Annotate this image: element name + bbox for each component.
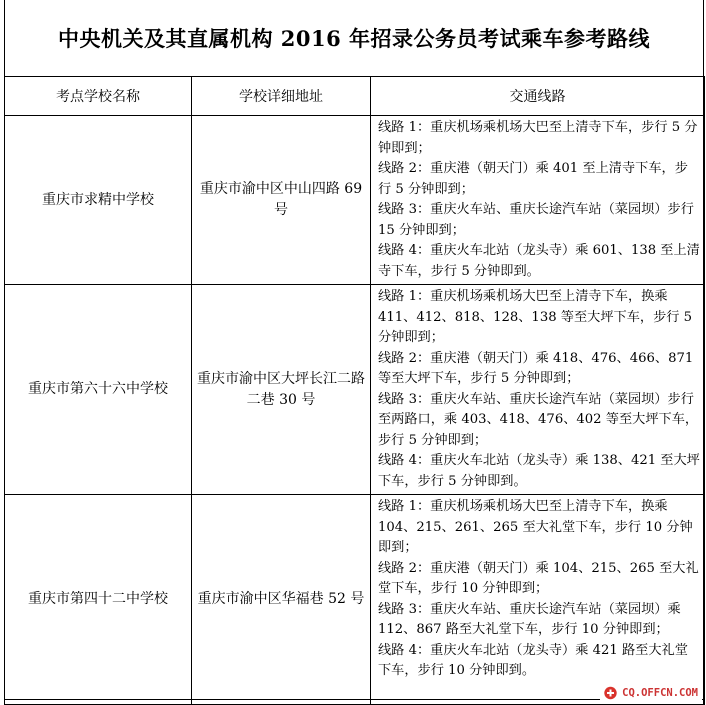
route-line: 线路 2：重庆港（朝天门）乘 401 至上清寺下车，步行 5 分钟即到；	[378, 161, 688, 197]
header-transport-routes: 交通线路	[371, 77, 705, 116]
header-school-address: 学校详细地址	[192, 77, 371, 116]
page-title: 中央机关及其直属机构 2016 年招录公务员考试乘车参考路线	[57, 26, 651, 51]
route-line: 线路 4：重庆火车北站（龙头寺）乘 421 路至大礼堂下车，步行 10 分钟即到。	[378, 642, 688, 678]
offcn-logo-icon	[603, 686, 618, 700]
route-line: 线路 2：重庆港（朝天门）乘 418、476、466、871 等至大坪下车，步行 5 分钟即到；	[378, 350, 694, 386]
next-row-edge	[4, 699, 704, 704]
route-table	[4, 76, 705, 705]
watermark-text: CQ.OFFCN.COM	[622, 687, 698, 699]
table-row	[5, 495, 705, 705]
route-cell	[371, 116, 705, 285]
school-address: 重庆市渝中区中山四路 69 号	[192, 116, 371, 285]
school-address: 重庆市渝中区华福巷 52 号	[192, 495, 371, 705]
route-line: 线路 2：重庆港（朝天门）乘 104、215、265 至大礼堂下车，步行 10 分钟即到；	[378, 560, 699, 596]
route-cell	[371, 495, 705, 705]
table-row	[5, 285, 705, 495]
route-line: 线路 4：重庆火车北站（龙头寺）乘 138、421 至大坪下车，步行 5 分钟即到。	[378, 453, 700, 489]
table-header-row	[5, 77, 705, 116]
header-school-name: 考点学校名称	[5, 77, 192, 116]
route-line: 线路 3：重庆火车站、重庆长途汽车站（菜园坝）步行 15 分钟即到；	[378, 202, 694, 238]
route-line: 线路 3：重庆火车站、重庆长途汽车站（菜园坝）乘 112、867 路至大礼堂下车，步行 10 分钟即到；	[378, 601, 681, 637]
route-line: 线路 3：重庆火车站、重庆长途汽车站（菜园坝）步行至两路口，乘 403、418、476、402 等至大坪下车，步行 5 分钟即到；	[378, 391, 699, 448]
school-name: 重庆市第六十六中学校	[5, 285, 192, 495]
school-name: 重庆市第四十二中学校	[5, 495, 192, 705]
school-name: 重庆市求精中学校	[5, 116, 192, 285]
route-line: 线路 1：重庆机场乘机场大巴至上清寺下车，步行 5 分钟即到；	[378, 120, 698, 156]
route-cell	[371, 285, 705, 495]
route-line: 线路 4：重庆火车北站（龙头寺）乘 601、138 至上清寺下车，步行 5 分钟即到。	[378, 243, 700, 279]
route-line: 线路 1：重庆机场乘机场大巴至上清寺下车，换乘 411、412、818、128、138 等至大坪下车，步行 5 分钟即到；	[378, 289, 693, 345]
table-row	[5, 116, 705, 285]
route-line: 线路 1：重庆机场乘机场大巴至上清寺下车，换乘 104、215、261、265 至大礼堂下车，步行 10 分钟即到；	[378, 499, 693, 555]
site-watermark	[600, 684, 702, 702]
school-address: 重庆市渝中区大坪长江二路二巷 30 号	[192, 285, 371, 495]
